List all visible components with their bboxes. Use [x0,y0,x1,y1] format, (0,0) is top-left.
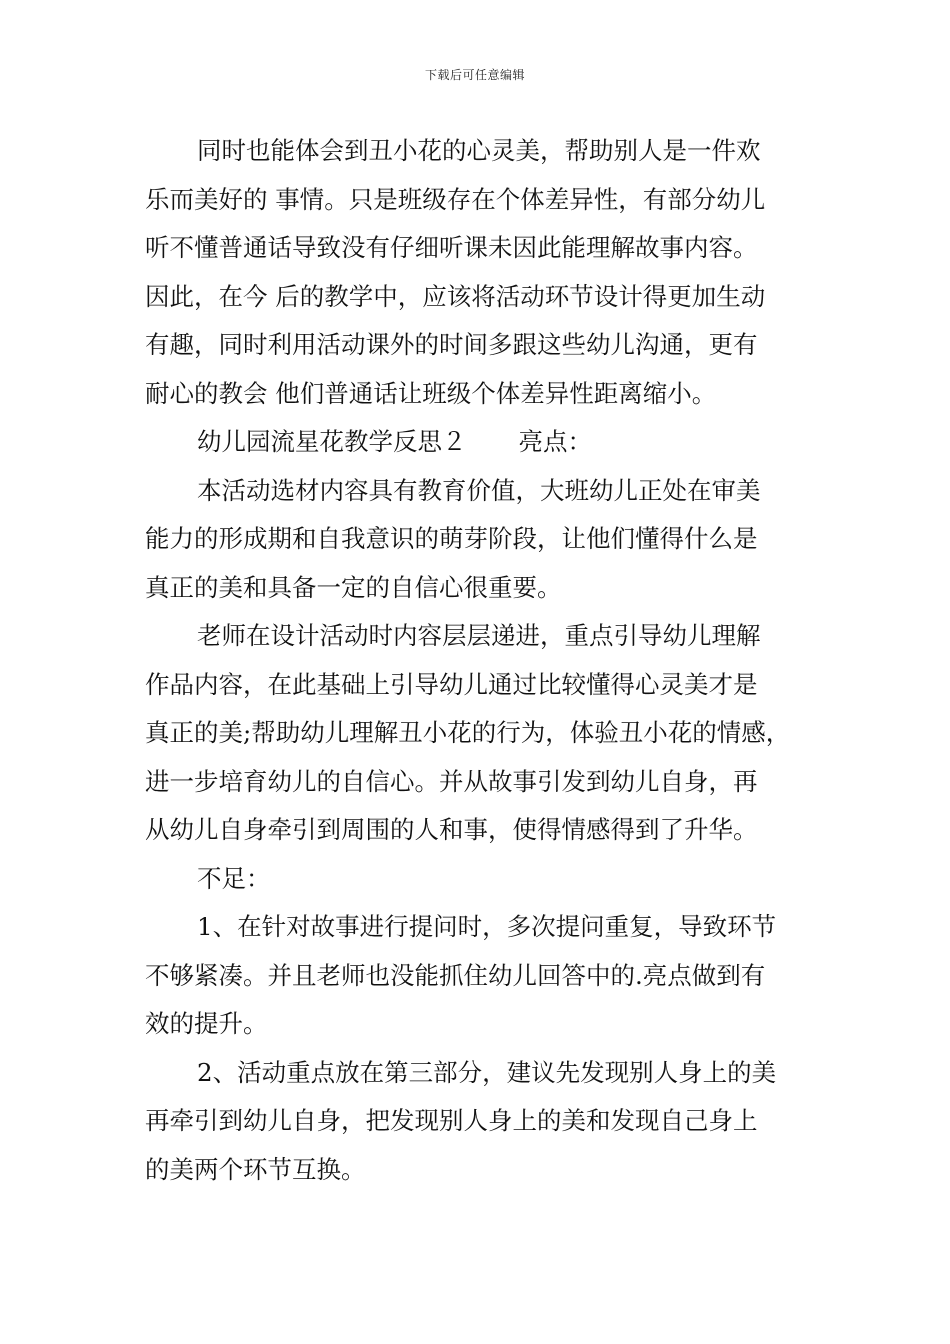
paragraph-line: 真正的美;帮助幼儿理解丑小花的行为，体验丑小花的情感， [145,718,791,747]
section-heading [145,418,810,467]
paragraph-line: 老师在设计活动时内容层层递进，重点引导幼儿理解 [197,621,761,650]
paragraph-line: 不足： [197,863,271,893]
paragraph-line: 再牵引到幼儿自身，把发现别人身上的美和发现自己身上 [145,1106,758,1135]
document-body [145,127,810,1194]
paragraph-line: 能力的形成期和自我意识的萌芽阶段，让他们懂得什么是 [145,524,758,553]
paragraph-line: 本活动选材内容具有教育价值，大班幼儿正处在审美 [197,475,761,505]
paragraph-line: 效的提升。 [145,1009,268,1038]
paragraph-line: 不够紧凑。并且老师也没能抓住幼儿回答中的.亮点做到有 [145,960,766,990]
paragraph-line: 作品内容，在此基础上引导幼儿通过比较懂得心灵美才是 [145,669,758,699]
paragraph-line: 听不懂普通话导致没有仔细听课未因此能理解故事内容。 [145,233,758,262]
paragraph-line: 进一步培育幼儿的自信心。并从故事引发到幼儿自身，再 [145,766,758,796]
paragraph-line: 同时也能体会到丑小花的心灵美，帮助别人是一件欢 [197,136,761,165]
paragraph-line: 2、活动重点放在第三部分，建议先发现别人身上的美 [197,1057,777,1087]
paragraph-line: 从幼儿自身牵引到周围的人和事，使得情感得到了升华。 [145,815,758,844]
paragraph-line: 1、在针对故事进行提问时，多次提问重复，导致环节 [197,912,777,941]
paragraph-line: 真正的美和具备一定的自信心很重要。 [145,572,562,602]
paragraph-line: 因此，在今 后的教学中，应该将活动环节设计得更加生动 [145,281,766,311]
paragraph-line: 乐而美好的 事情。只是班级存在个体差异性，有部分幼儿 [145,184,766,214]
section-title: 幼儿园流星花教学反思２ [197,427,467,456]
section-subtitle: 亮点： [518,427,592,456]
header-note: 下载后可任意编辑 [424,68,525,82]
paragraph-line: 有趣，同时利用活动课外的时间多跟这些幼儿沟通，更有 [145,330,758,359]
paragraph-line: 耐心的教会 他们普通话让班级个体差异性距离缩小。 [145,378,717,408]
paragraph-line: 的美两个环节互换。 [145,1154,366,1184]
